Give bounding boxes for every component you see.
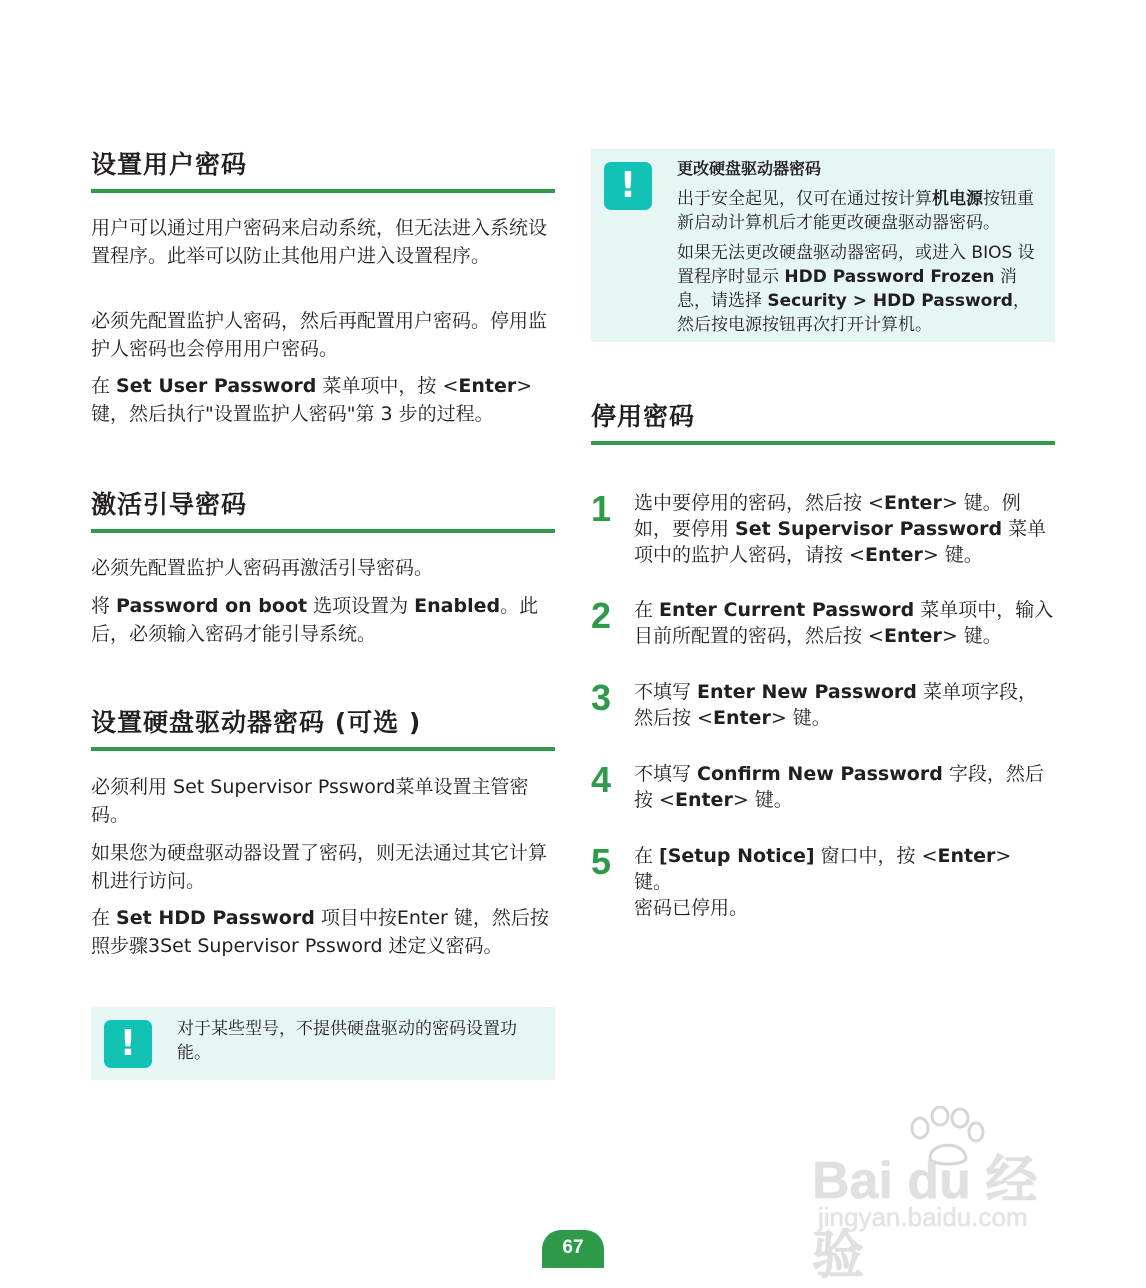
paragraph: 必须利用 Set Supervisor Pssword菜单设置主管密码。 — [91, 776, 529, 826]
step-text: 选中要停用的密码，然后按 <Enter> 键。例如，要停用 Set Supervisor Password 菜单项中的监护人密码，请按 <Enter> 键。 — [634, 492, 1047, 566]
notice-title: 更改硬盘驱动器密码 — [677, 159, 822, 178]
notice-box-hdd — [591, 149, 1055, 342]
step-number: 2 — [591, 595, 612, 636]
section-title-disable-password: 停用密码 — [591, 397, 1055, 445]
notice-text: 对于某些型号，不提供硬盘驱动的密码设置功能。 — [177, 1019, 517, 1063]
paragraph: 用户可以通过用户密码来启动系统，但无法进入系统设置程序。此举可以防止其他用户进入设置程序。 — [91, 217, 548, 267]
paragraph: 必须先配置监护人密码，然后再配置用户密码。停用监护人密码也会停用用户密码。 — [91, 310, 548, 360]
notice-content — [677, 157, 1039, 343]
step-text: 在 Enter Current Password 菜单项中，输入目前所配置的密码，然后按 <Enter> 键。 — [634, 599, 1054, 647]
paragraph: 必须先配置监护人密码再激活引导密码。 — [91, 557, 434, 579]
section-title-user-password: 设置用户密码 — [91, 145, 555, 193]
notice-paragraph: 出于安全起见，仅可在通过按计算机电源按钮重新启动计算机后才能更改硬盘驱动器密码。 — [677, 189, 1034, 233]
section-title-boot-password: 激活引导密码 — [91, 485, 555, 533]
warning-icon: ! — [604, 162, 652, 210]
paragraph: 将 Password on boot 选项设置为 Enabled。此后，必须输入密码才能引导系统。 — [91, 595, 539, 645]
section-title-hdd-password: 设置硬盘驱动器密码 (可选 ) — [91, 703, 555, 751]
warning-icon: ! — [104, 1020, 152, 1068]
page-number: 67 — [542, 1230, 604, 1268]
paragraph: 在 Set HDD Password 项目中按Enter 键，然后按照步骤3Set Supervisor Pssword 述定义密码。 — [91, 907, 549, 957]
notice-paragraph: 如果无法更改硬盘驱动器密码，或进入 BIOS 设置程序时显示 HDD Password Frozen 消息，请选择 Security > HDD Password，然后按电源按钮再次打开计算机。 — [677, 243, 1035, 335]
step-text: 不填写 Confirm New Password 字段，然后按 <Enter> 键。 — [634, 763, 1044, 811]
paragraph: 在 Set User Password 菜单项中，按 <Enter> 键，然后执行"设置监护人密码"第 3 步的过程。 — [91, 375, 533, 425]
step-number: 4 — [591, 759, 612, 800]
step-text: 在 [Setup Notice] 窗口中，按 <Enter> 键。 密码已停用。 — [634, 845, 1012, 919]
step-text: 不填写 Enter New Password 菜单项字段，然后按 <Enter> 键。 — [634, 681, 1037, 729]
watermark-url: jingyan.baidu.com — [818, 1202, 1028, 1232]
baidu-watermark — [812, 1110, 1082, 1285]
step-number: 3 — [591, 677, 612, 718]
notice-box — [91, 1007, 555, 1080]
paragraph: 如果您为硬盘驱动器设置了密码，则无法通过其它计算机进行访问。 — [91, 842, 548, 892]
step-number: 5 — [591, 841, 612, 882]
watermark-text: Bai du 经验 — [812, 1152, 1038, 1285]
step-number: 1 — [591, 488, 612, 529]
